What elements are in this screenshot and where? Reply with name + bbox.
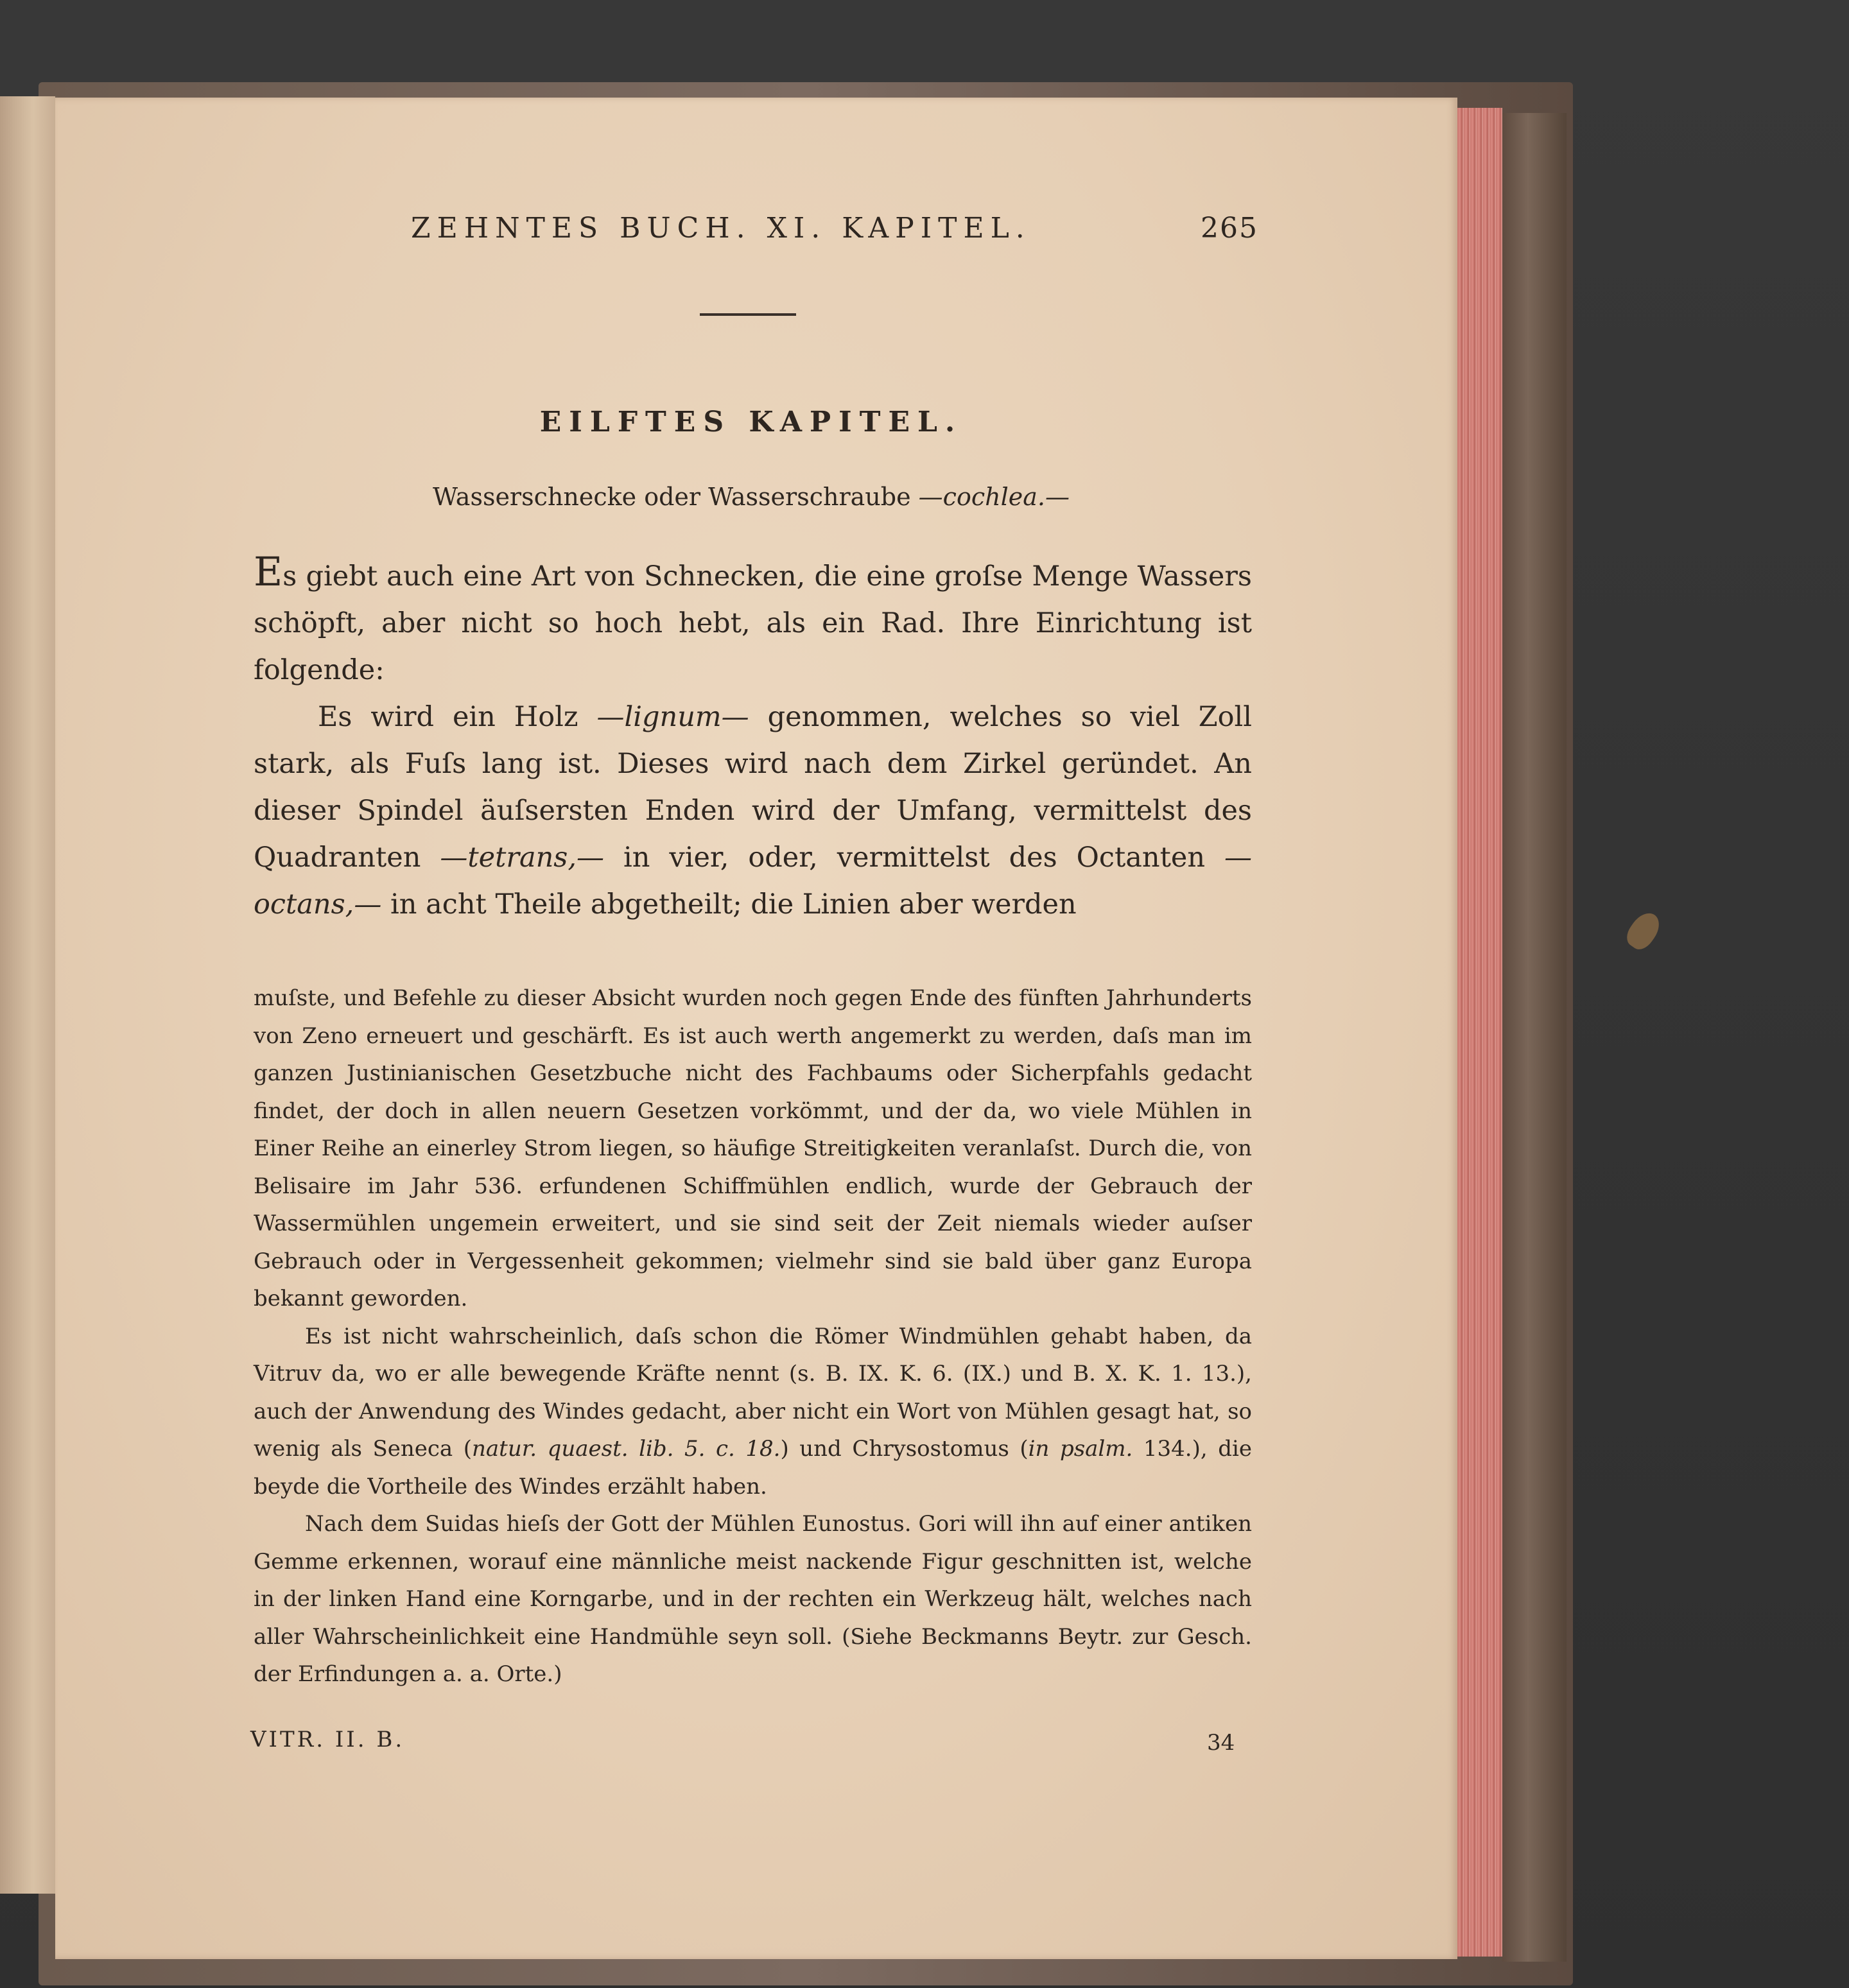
footnote-paragraph-2 [254, 1318, 1252, 1506]
footnotes [254, 980, 1252, 1693]
main-paragraph-1-text: s giebt auch eine Art von Schnecken, die eine groſse Menge Wassers schöpft, aber nicht so hoch hebt, als ein Rad. Ihre Einrichtung ist folgende: [254, 560, 1252, 686]
signature-mark: VITR. II. B. [250, 1727, 405, 1752]
citation: natur. quaest. lib. 5. c. 18. [472, 1436, 781, 1462]
sheet-number: 34 [1207, 1730, 1235, 1756]
latin-term: —lignum— [596, 701, 749, 733]
footnote-paragraph-1: muſste, und Befehle zu dieser Absicht wurden noch gegen Ende des fünften Jahrhunderts von Zeno erneuert und geschärft. Es ist auch werth angemerkt zu werden, daſs man im ganzen Justinianischen Gesetzbuche nicht des Fachbaums oder Sicherpfahls gedacht findet, der doch in allen neuern Gesetzen vorkömmt, und der da, wo viele Mühlen in Einer Reihe an einerley Strom liegen, so häufige Streitigkeiten veranlaſst. Durch die, von Belisaire im Jahr 536. erfundenen Schiffmühlen endlich, wurde der Gebrauch der Wassermühlen ungemein erweitert, und sie sind seit der Zeit niemals wieder auſser Gebrauch oder in Vergessenheit gekommen; vielmehr sind sie bald über ganz Europa bekannt geworden. [254, 985, 1252, 1311]
main-paragraph-2 [254, 694, 1252, 928]
running-head [411, 212, 1258, 263]
text-span: Es wird ein Holz [318, 701, 597, 733]
text-span: genommen, welches so viel Zoll stark, als Fuſs lang ist. Dieses wird nach dem Zirkel geründet. An dieser Spindel äuſsersten Enden wird der Umfang, vermittelst des Quadranten [254, 701, 1252, 874]
text-span: ) und Chrysostomus ( [780, 1436, 1029, 1462]
main-text [254, 548, 1252, 928]
text-span: in acht Theile abgetheilt; die Linien aber werden [381, 888, 1077, 921]
drop-cap: E [254, 548, 283, 595]
main-paragraph-1 [254, 548, 1252, 694]
page-number: 265 [1201, 212, 1258, 245]
chapter-subtitle-text: Wasserschnecke oder Wasserschraube [433, 483, 911, 511]
latin-term: —tetrans,— [440, 842, 605, 874]
page-edges-red [1457, 108, 1502, 1957]
text-span: in vier, oder, vermittelst des Octanten [604, 842, 1224, 874]
latin-term: —octans,— [254, 842, 1252, 921]
chapter-title: EILFTES KAPITEL. [539, 406, 963, 438]
footnote-paragraph-3: Nach dem Suidas hieſs der Gott der Mühlen Eunostus. Gori will ihn auf einer antiken Gemme erkennen, worauf eine männliche meist nackende Figur geschnitten ist, welche in der linken Hand eine Korngarbe, und in der rechten ein Werkzeug hält, welches nach aller Wahrscheinlichkeit eine Handmühle seyn soll. (Siehe Beckmanns Beytr. zur Gesch. der Erfindungen a. a. Orte.) [254, 1511, 1252, 1687]
text-span: Es ist nicht wahrscheinlich, daſs schon die Römer Windmühlen gehabt haben, da Vitruv da, wo er alle bewegende Kräfte nennt (s. B. IX. K. 6. (IX.) und B. X. K. 1. 13.), auch der Anwendung des Windes gedacht, aber nicht ein Wort von Mühlen gesagt hat, so wenig als Seneca ( [254, 1323, 1252, 1462]
left-page-edge [0, 96, 58, 1894]
running-head-title: ZEHNTES BUCH. XI. KAPITEL. [411, 212, 1031, 245]
chapter-subtitle [244, 483, 1258, 511]
title-rule [700, 313, 796, 316]
citation: in psalm. [1028, 1436, 1133, 1462]
book-spine-edge [1502, 113, 1567, 1962]
chapter-subtitle-latin: —cochlea.— [918, 483, 1070, 511]
text-span: 134.), die beyde die Vortheile des Windes erzählt haben. [254, 1436, 1252, 1500]
